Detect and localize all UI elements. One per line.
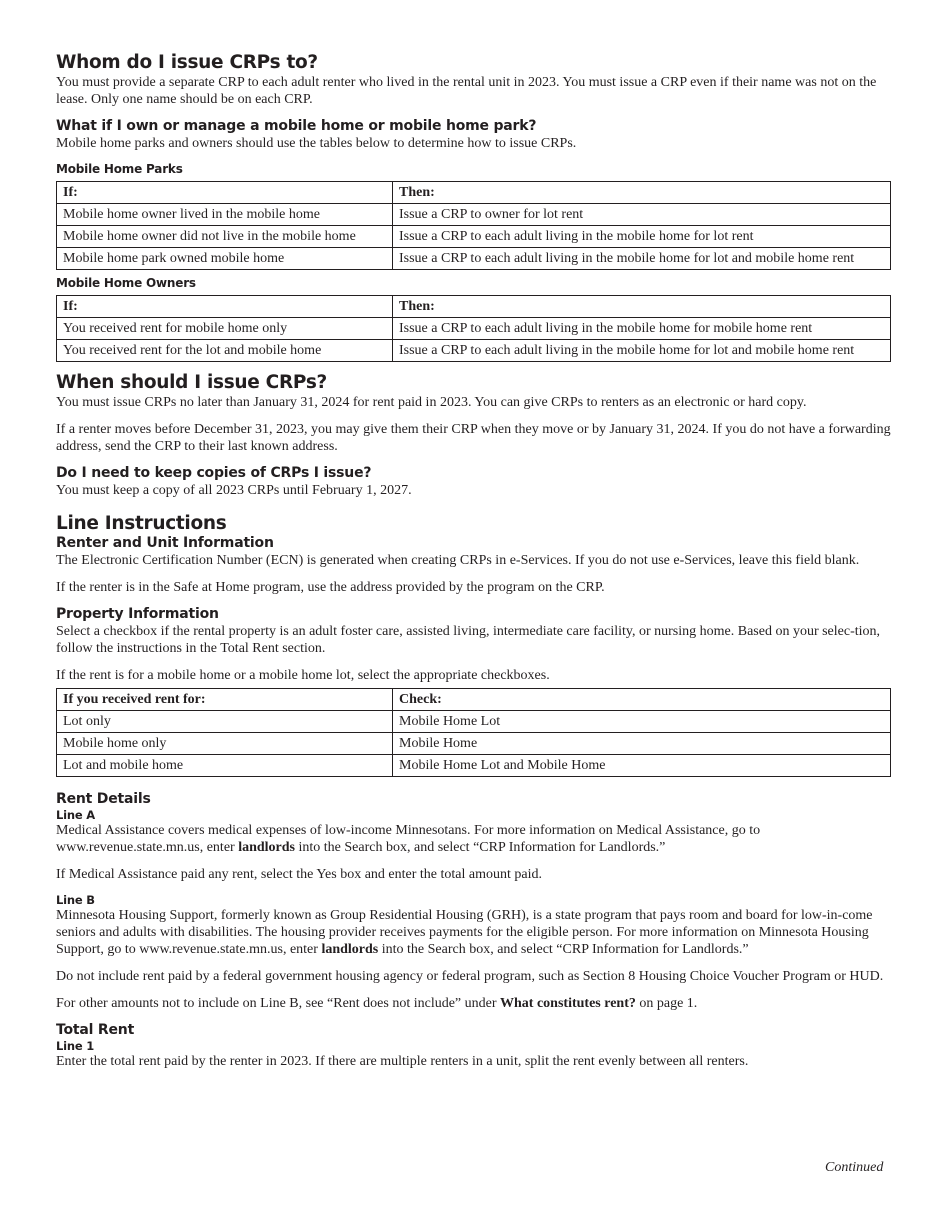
header-check: Check:	[393, 689, 891, 711]
label-line-1: Line 1	[56, 1039, 95, 1053]
cell-then: Issue a CRP to each adult living in the mobile home for lot and mobile home rent	[393, 248, 891, 270]
header-then: Then:	[393, 296, 891, 318]
cell-if: You received rent for the lot and mobile home	[57, 340, 393, 362]
table-row	[57, 318, 891, 340]
table-row	[57, 733, 891, 755]
header-if: If:	[57, 296, 393, 318]
table-row	[57, 711, 891, 733]
cell-if: Mobile home park owned mobile home	[57, 248, 393, 270]
line-b-p1-bold: landlords	[321, 942, 379, 957]
cell-check: Mobile Home	[393, 733, 891, 755]
line-b-p3-text: For other amounts not to include on Line B, see “Rent does not include” under	[56, 996, 501, 1011]
mobile-home-body: Mobile home parks and owners should use the tables below to determine how to issue CRPs.	[56, 136, 577, 151]
copies-body: You must keep a copy of all 2023 CRPs until February 1, 2027.	[56, 483, 412, 498]
header-if: If:	[57, 182, 393, 204]
heading-mobile-home: What if I own or manage a mobile home or mobile home park?	[56, 118, 537, 134]
heading-whom: Whom do I issue CRPs to?	[56, 52, 318, 73]
table-header-row	[57, 296, 891, 318]
when-p2: If a renter moves before December 31, 2023, you may give them their CRP when they move or by January 31, 2024. If you do not have a forwarding address, send the CRP to their last known address.	[56, 422, 891, 454]
heading-total-rent: Total Rent	[56, 1022, 135, 1038]
table-check	[56, 688, 891, 777]
line-b-p3	[56, 995, 902, 1012]
renter-p2: If the renter is in the Safe at Home program, use the address provided by the program on the CRP.	[56, 580, 605, 595]
table-row	[57, 340, 891, 362]
line-a-p2: If Medical Assistance paid any rent, select the Yes box and enter the total amount paid.	[56, 867, 542, 882]
header-then: Then:	[393, 182, 891, 204]
line-a-p1-text: Medical Assistance covers medical expenses of low-income Minnesotans. For more information on Medical Assistance, go to www.revenue.state.mn.us, enter	[56, 823, 761, 855]
line-b-p1	[56, 907, 902, 958]
continued-label: Continued	[825, 1160, 884, 1175]
line-b-p1-tail: into the Search box, and select “CRP Information for Landlords.”	[378, 942, 749, 957]
cell-check: Mobile Home Lot and Mobile Home	[393, 755, 891, 777]
property-p2: If the rent is for a mobile home or a mobile home lot, select the appropriate checkboxes.	[56, 668, 550, 683]
line-b-p2: Do not include rent paid by a federal government housing agency or federal program, such as Section 8 Housing Choice Voucher Program or HUD.	[56, 969, 884, 984]
cell-then: Issue a CRP to owner for lot rent	[393, 204, 891, 226]
table-row	[57, 248, 891, 270]
heading-copies: Do I need to keep copies of CRPs I issue?	[56, 465, 372, 481]
heading-rent-details: Rent Details	[56, 791, 151, 807]
table-row	[57, 226, 891, 248]
line-a-p1-tail: into the Search box, and select “CRP Information for Landlords.”	[295, 840, 666, 855]
line-b-p3-bold: What constitutes rent?	[500, 996, 636, 1011]
table-owners-title: Mobile Home Owners	[56, 276, 196, 290]
document-page	[56, 52, 902, 1070]
table-mobile-home-owners	[56, 295, 891, 362]
when-p1: You must issue CRPs no later than January 31, 2024 for rent paid in 2023. You can give CRPs to renters as an electronic or hard copy.	[56, 395, 807, 410]
cell-if: Mobile home owner did not live in the mobile home	[57, 226, 393, 248]
line-b-p1-text: Minnesota Housing Support, formerly known as Group Residential Housing (GRH), is a state program that pays room and board for low-in-come seniors and adults with disabilities. The housing provider receives payments for the eligible person. For more information on Minnesota Housing Support, go to www.revenue.state.mn.us, enter	[56, 908, 873, 957]
table-header-row	[57, 689, 891, 711]
table-parks-title: Mobile Home Parks	[56, 162, 183, 176]
renter-p1: The Electronic Certification Number (ECN) is generated when creating CRPs in e-Services. If you do not use e-Services, leave this field blank.	[56, 553, 860, 568]
table-mobile-home-parks	[56, 181, 891, 270]
table-row	[57, 755, 891, 777]
whom-body: You must provide a separate CRP to each adult renter who lived in the rental unit in 2023. You must issue a CRP even if their name was not on the lease. Only one name should be on each CRP.	[56, 75, 877, 107]
cell-if: You received rent for mobile home only	[57, 318, 393, 340]
property-p1: Select a checkbox if the rental property is an adult foster care, assisted living, intermediate care facility, or nursing home. Based on your selec-tion, follow the instructions in the Total Rent section.	[56, 624, 881, 656]
line-1-body: Enter the total rent paid by the renter in 2023. If there are multiple renters in a unit, split the rent evenly between all renters.	[56, 1054, 749, 1069]
cell-received: Lot only	[57, 711, 393, 733]
heading-when: When should I issue CRPs?	[56, 372, 327, 393]
cell-then: Issue a CRP to each adult living in the mobile home for lot and mobile home rent	[393, 340, 891, 362]
table-row	[57, 204, 891, 226]
cell-received: Lot and mobile home	[57, 755, 393, 777]
cell-then: Issue a CRP to each adult living in the mobile home for mobile home rent	[393, 318, 891, 340]
table-header-row	[57, 182, 891, 204]
heading-line-instructions: Line Instructions	[56, 513, 227, 534]
cell-received: Mobile home only	[57, 733, 393, 755]
line-a-p1-bold: landlords	[238, 840, 296, 855]
cell-if: Mobile home owner lived in the mobile home	[57, 204, 393, 226]
line-b-p3-tail: on page 1.	[635, 996, 698, 1011]
heading-renter-unit: Renter and Unit Information	[56, 535, 274, 551]
cell-check: Mobile Home Lot	[393, 711, 891, 733]
header-received: If you received rent for:	[57, 689, 393, 711]
cell-then: Issue a CRP to each adult living in the mobile home for lot rent	[393, 226, 891, 248]
label-line-b: Line B	[56, 893, 95, 907]
heading-property-info: Property Information	[56, 606, 219, 622]
label-line-a: Line A	[56, 808, 95, 822]
line-a-p1	[56, 822, 902, 856]
